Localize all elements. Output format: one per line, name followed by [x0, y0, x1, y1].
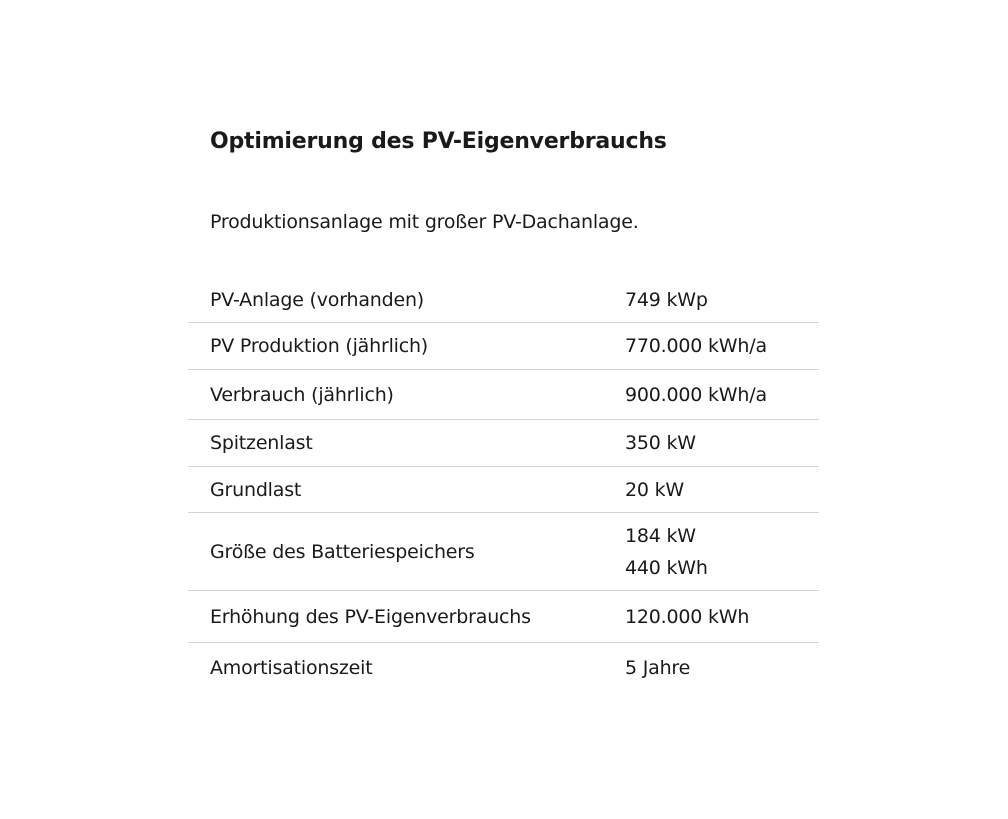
- row-value-line: 120.000 kWh: [625, 605, 750, 628]
- table-row: [188, 467, 819, 513]
- row-value-line: 770.000 kWh/a: [625, 335, 767, 357]
- row-value: [625, 643, 819, 694]
- row-value: [625, 420, 819, 467]
- case-study-card: [188, 126, 819, 693]
- table-row: [188, 420, 819, 467]
- row-label: Erhöhung des PV-Eigenverbrauchs: [210, 605, 531, 628]
- table-row: [188, 323, 819, 370]
- table-row: [188, 513, 819, 591]
- table-row: [188, 591, 819, 643]
- page-subtitle: Produktionsanlage mit großer PV-Dachanlage.: [210, 211, 639, 233]
- row-value: [625, 278, 819, 323]
- row-label: Verbrauch (jährlich): [210, 383, 394, 406]
- row-value-line: 5 Jahre: [625, 657, 691, 679]
- row-value: [625, 323, 819, 370]
- row-value-line: 440 kWh: [625, 556, 708, 579]
- row-value-line: 749 kWp: [625, 289, 708, 311]
- table-row: [188, 278, 819, 323]
- spec-table: [188, 278, 819, 693]
- row-label: Größe des Batteriespeichers: [210, 540, 475, 563]
- row-value-line: 20 kW: [625, 478, 685, 501]
- row-value-line: 350 kW: [625, 432, 696, 454]
- row-value-line: 184 kW: [625, 524, 696, 547]
- row-value: [625, 513, 819, 591]
- row-label: PV-Anlage (vorhanden): [210, 289, 425, 311]
- row-value: [625, 370, 819, 420]
- row-label: Grundlast: [210, 478, 302, 501]
- row-value-line: 900.000 kWh/a: [625, 383, 767, 406]
- row-label: PV Produktion (jährlich): [210, 335, 429, 357]
- table-row: [188, 643, 819, 694]
- table-row: [188, 370, 819, 420]
- row-value: [625, 467, 819, 513]
- page-title: Optimierung des PV-Eigenverbrauchs: [210, 129, 667, 154]
- row-label: Spitzenlast: [210, 432, 313, 454]
- row-label: Amortisationszeit: [210, 657, 373, 679]
- row-value: [625, 591, 819, 643]
